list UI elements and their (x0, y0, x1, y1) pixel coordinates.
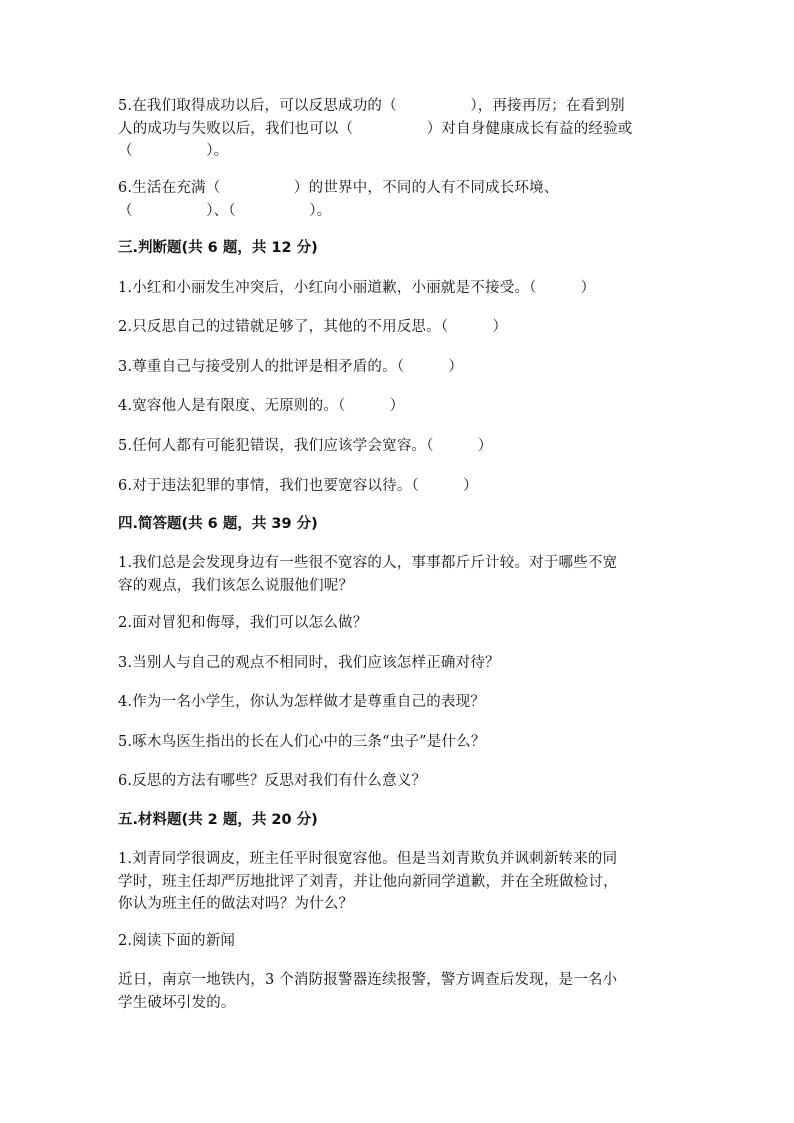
fill-blank-q5-line1: 5.在我们取得成功以后，可以反思成功的（ ），再接再厉；在看到别 (118, 98, 625, 114)
short-answer-item-6: 6.反思的方法有哪些？反思对我们有什么意义？ (118, 773, 427, 789)
fill-blank-q6-line2: （ ）、（ ）。 (118, 203, 332, 219)
short-answer-item-5: 5.啄木鸟医生指出的长在人们心中的三条“虫子”是什么？ (118, 734, 486, 750)
section-heading-material: 五.材料题(共 2 题，共 20 分) (118, 812, 318, 828)
section-heading-short-answer: 四.简答题(共 6 题，共 39 分) (118, 516, 318, 532)
true-false-item-5: 5.任何人都有可能犯错误，我们应该学会宽容。（ ） (118, 438, 493, 454)
true-false-item-3: 3.尊重自己与接受别人的批评是相矛盾的。（ ） (118, 359, 464, 375)
short-answer-item-2: 2.面对冒犯和侮辱，我们可以怎么做？ (118, 615, 368, 631)
fill-blank-q6-line1: 6.生活在充满（ ）的世界中，不同的人有不同成长环境、 (118, 180, 559, 196)
material-q2-title: 2.阅读下面的新闻 (118, 933, 236, 949)
material-q2-news-line1: 近日，南京一地铁内，3 个消防报警器连续报警，警方调查后发现，是一名小 (118, 972, 618, 988)
material-q1-line3: 你认为班主任的做法对吗？为什么？ (118, 896, 354, 912)
true-false-item-1: 1.小红和小丽发生冲突后，小红向小丽道歉，小丽就是不接受。（ ） (118, 280, 596, 296)
short-answer-item-4: 4.作为一名小学生，你认为怎样做才是尊重自己的表现？ (118, 694, 486, 710)
material-q2-news-line2: 学生破坏引发的。 (118, 995, 236, 1011)
material-q1-line2: 学时，班主任却严厉地批评了刘青，并让他向新同学道歉，并在全班做检讨， (118, 874, 618, 890)
short-answer-q1-line2: 容的观点，我们该怎么说服他们呢？ (118, 578, 354, 594)
true-false-item-6: 6.对于违法犯罪的事情，我们也要宽容以待。（ ） (118, 478, 478, 494)
material-q1-line1: 1.刘青同学很调皮，班主任平时很宽容他。但是当刘青欺负并讽刺新转来的同 (118, 851, 618, 867)
true-false-item-4: 4.宽容他人是有限度、无原则的。（ ） (118, 398, 405, 414)
short-answer-q1-line1: 1.我们总是会发现身边有一些很不宽容的人，事事都斤斤计较。对于哪些不宽 (118, 555, 618, 571)
fill-blank-q5-line3: （ ）。 (118, 143, 229, 159)
short-answer-item-3: 3.当别人与自己的观点不相同时，我们应该怎样正确对待？ (118, 655, 500, 671)
true-false-item-2: 2.只反思自己的过错就足够了，其他的不用反思。（ ） (118, 319, 508, 335)
fill-blank-q5-line2: 人的成功与失败以后，我们也可以（ ）对自身健康成长有益的经验或 (118, 121, 633, 137)
section-heading-true-false: 三.判断题(共 6 题，共 12 分) (118, 240, 318, 256)
